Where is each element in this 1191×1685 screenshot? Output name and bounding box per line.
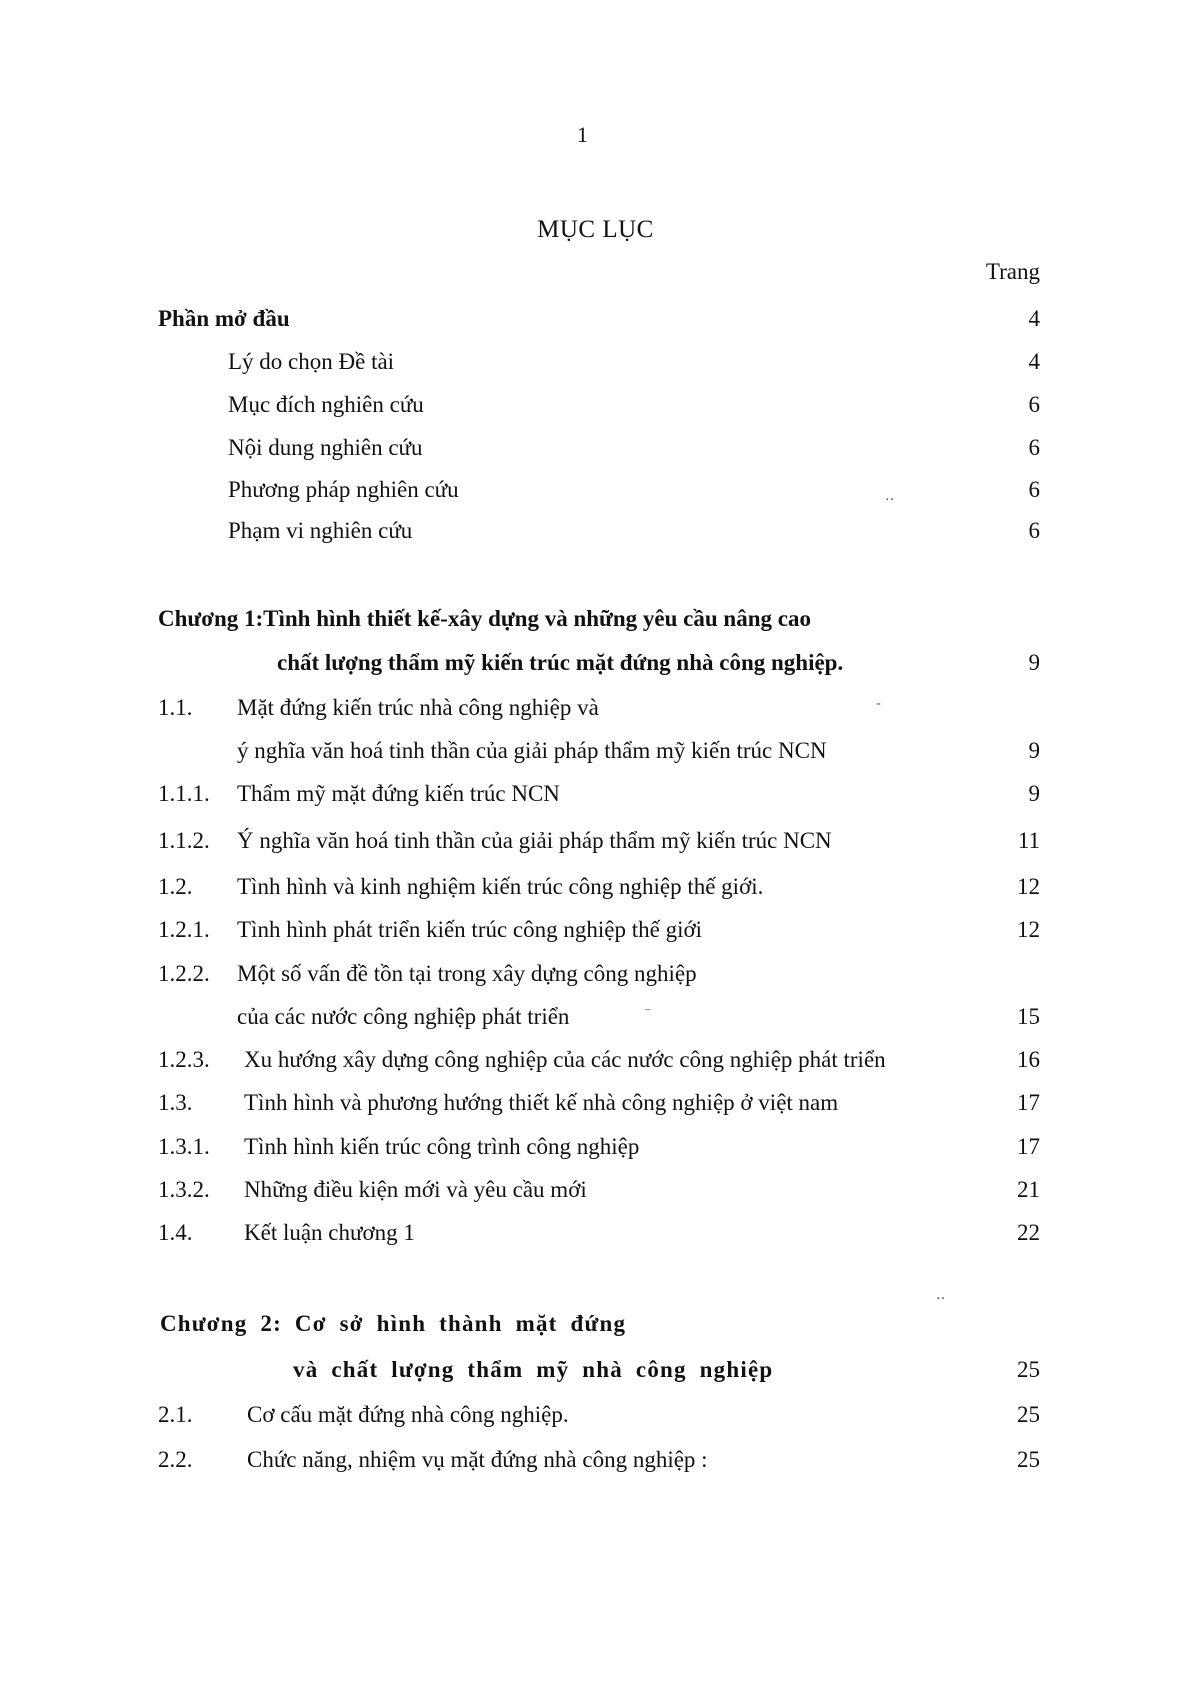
toc-entry (0, 473, 1191, 507)
toc-label: và chất lượng thẩm mỹ nhà công nghiệp (293, 1357, 774, 1382)
toc-chapter-heading (0, 1307, 1191, 1341)
toc-entry (0, 1043, 1191, 1077)
scan-speck: ⁻ (644, 1006, 652, 1021)
toc-page: 6 (1028, 435, 1040, 460)
toc-number: 1.2.1. (158, 917, 210, 942)
toc-entry (0, 345, 1191, 379)
toc-page: 9 (1028, 781, 1040, 806)
toc-label: Những điều kiện mới và yêu cầu mới (244, 1177, 587, 1202)
toc-label: Chức năng, nhiệm vụ mặt đứng nhà công nghiệp : (247, 1447, 708, 1472)
toc-entry (0, 388, 1191, 422)
toc-page: 21 (1017, 1177, 1040, 1202)
toc-label: Cơ cấu mặt đứng nhà công nghiệp. (247, 1402, 569, 1427)
toc-page: 9 (1028, 650, 1040, 675)
toc-label: Nội dung nghiên cứu (228, 435, 423, 460)
toc-chapter-heading (0, 602, 1191, 636)
toc-page: 25 (1017, 1447, 1040, 1472)
toc-number: 1.1.1. (158, 781, 210, 806)
scan-speck: ‥ (885, 489, 895, 504)
toc-label: của các nước công nghiệp phát triển (237, 1004, 570, 1029)
toc-entry (0, 1398, 1191, 1432)
toc-page: 12 (1017, 874, 1040, 899)
toc-label: Tình hình kiến trúc công trình công nghiệp (244, 1134, 640, 1159)
toc-label: Chương 1:Tình hình thiết kế-xây dựng và những yêu cầu nâng cao (158, 606, 811, 631)
scan-speck: ‥ (936, 1288, 946, 1303)
toc-number: 1.1.2. (158, 828, 210, 853)
toc-number: 1.2.2. (158, 961, 210, 986)
toc-page: 11 (1017, 828, 1040, 853)
toc-page: 6 (1028, 518, 1040, 543)
toc-label: ý nghĩa văn hoá tinh thần của giải pháp thẩm mỹ kiến trúc NCN (237, 738, 827, 763)
toc-number: 1.2.3. (158, 1047, 210, 1072)
toc-page: 25 (1017, 1357, 1040, 1382)
toc-page: 12 (1017, 917, 1040, 942)
toc-label: Phương pháp nghiên cứu (228, 477, 459, 502)
toc-number: 1.4. (158, 1220, 193, 1245)
toc-page: 17 (1017, 1134, 1040, 1159)
toc-entry (0, 957, 1191, 991)
toc-entry (0, 691, 1191, 725)
toc-entry (0, 1173, 1191, 1207)
toc-page: 16 (1017, 1047, 1040, 1072)
toc-number: 1.3. (158, 1090, 193, 1115)
toc-entry (0, 1130, 1191, 1164)
toc-label: Tình hình và phương hướng thiết kế nhà công nghiệp ở việt nam (244, 1090, 839, 1115)
toc-entry (0, 1086, 1191, 1120)
toc-entry (0, 734, 1191, 768)
toc-entry (0, 870, 1191, 904)
toc-label: Kết luận chương 1 (244, 1220, 415, 1245)
toc-number: 1.2. (158, 874, 193, 899)
toc-page: 9 (1028, 738, 1040, 763)
toc-number: 2.1. (158, 1402, 193, 1427)
toc-entry (0, 824, 1191, 858)
scan-speck: - (876, 696, 881, 711)
toc-entry (0, 514, 1191, 548)
toc-page: 15 (1017, 1004, 1040, 1029)
toc-label: Phạm vi nghiên cứu (228, 518, 413, 543)
toc-label: Ý nghĩa văn hoá tinh thần của giải pháp thẩm mỹ kiến trúc NCN (237, 828, 832, 853)
toc-label: Mục đích nghiên cứu (228, 392, 424, 417)
toc-label: Phần mở đầu (158, 306, 290, 331)
toc-label: chất lượng thẩm mỹ kiến trúc mặt đứng nhà công nghiệp. (277, 650, 844, 675)
toc-page: 22 (1017, 1220, 1040, 1245)
toc-chapter-heading (0, 1353, 1191, 1387)
toc-entry (0, 431, 1191, 465)
toc-section-heading (0, 302, 1191, 336)
toc-label: Tình hình phát triển kiến trúc công nghiệp thế giới (237, 917, 703, 942)
toc-page: 6 (1028, 477, 1040, 502)
page-number: 1 (577, 122, 588, 147)
toc-number: 1.1. (158, 695, 193, 720)
toc-entry (0, 1443, 1191, 1477)
page-title: MỤC LỤC (537, 216, 654, 243)
toc-number: 1.3.2. (158, 1177, 210, 1202)
toc-entry (0, 777, 1191, 811)
toc-number: 1.3.1. (158, 1134, 210, 1159)
toc-page: 25 (1017, 1402, 1040, 1427)
toc-page: 17 (1017, 1090, 1040, 1115)
page-column-header: Trang (985, 259, 1040, 284)
toc-entry (0, 913, 1191, 947)
toc-label: Tình hình và kinh nghiệm kiến trúc công nghiệp thế giới. (237, 874, 764, 899)
toc-label: Lý do chọn Đề tài (228, 349, 395, 374)
toc-label: Một số vấn đề tồn tại trong xây dựng công nghiệp (237, 961, 697, 986)
toc-label: Thẩm mỹ mặt đứng kiến trúc NCN (237, 781, 560, 806)
toc-entry (0, 1000, 1191, 1034)
toc-number: 2.2. (158, 1447, 193, 1472)
toc-page: 4 (1028, 349, 1040, 374)
toc-label: Chương 2: Cơ sở hình thành mặt đứng (160, 1311, 627, 1336)
toc-chapter-heading (0, 646, 1191, 680)
toc-page: 4 (1028, 306, 1040, 331)
toc-entry (0, 1216, 1191, 1250)
toc-label: Xu hướng xây dựng công nghiệp của các nước công nghiệp phát triển (244, 1047, 886, 1072)
toc-page: 6 (1028, 392, 1040, 417)
toc-label: Mặt đứng kiến trúc nhà công nghiệp và (237, 695, 599, 720)
